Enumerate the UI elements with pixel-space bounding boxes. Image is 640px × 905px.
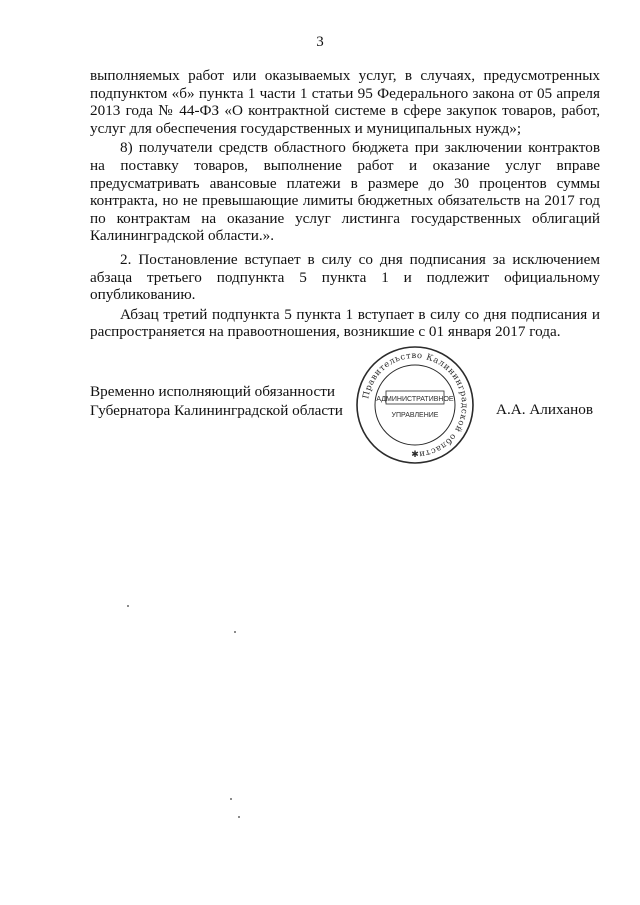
seal-inner-line-2: УПРАВЛЕНИЕ (391, 412, 439, 419)
seal-star-icon: ✱ (411, 450, 419, 460)
scan-speck (234, 631, 236, 633)
paragraph-retroactive-clause: Абзац третий подпункта 5 пункта 1 вступает в силу со дня подписания и распространяется на правоотношения, возникшие с 01 января 2017 года. (90, 305, 600, 341)
seal-ring-text: Правительство Калининградской области (361, 350, 470, 459)
seal-inner-line-1: АДМИНИСТРАТИВНОЕ (376, 396, 454, 403)
paragraph-effective-date: 2. Постановление вступает в силу со дня подписания за исключением абзаца третьего подпункта 5 пункта 1 и подлежит официальному опубликованию. (90, 250, 600, 304)
scan-speck (238, 816, 240, 818)
scan-speck (230, 798, 232, 800)
svg-text:Правительство Калининградской (361, 351, 469, 459)
signatory-name: А.А. Алиханов (496, 401, 594, 418)
page-number: 3 (316, 34, 324, 50)
document-body (90, 67, 600, 343)
official-seal-stamp (350, 345, 480, 465)
signatory-position-line-2: Губернатора Калининградской области (90, 402, 343, 419)
paragraph-item-8: 8) получатели средств областного бюджета при заключении контрактов на поставку товаров, выполнение работ и оказание услуг вправе предусматривать авансовые платежи в размере до 30 процентов суммы контракта, но не превышающие лимиты бюджетных обязательств на 2017 год по контрактам на оказание услуг листинга государственных облигаций Калининградской области.». (90, 139, 600, 245)
signatory-position (90, 382, 343, 420)
paragraph-continuation: выполняемых работ или оказываемых услуг, в случаях, предусмотренных подпунктом «б» пункта 1 части 1 статьи 95 Федерального закона от 05 апреля 2013 года № 44-ФЗ «О контрактной системе в сфере закупок товаров, работ, услуг для обеспечения государственных и муниципальных нужд»; (90, 67, 600, 137)
scan-speck (127, 605, 129, 607)
signatory-position-line-1: Временно исполняющий обязанности (90, 383, 336, 400)
